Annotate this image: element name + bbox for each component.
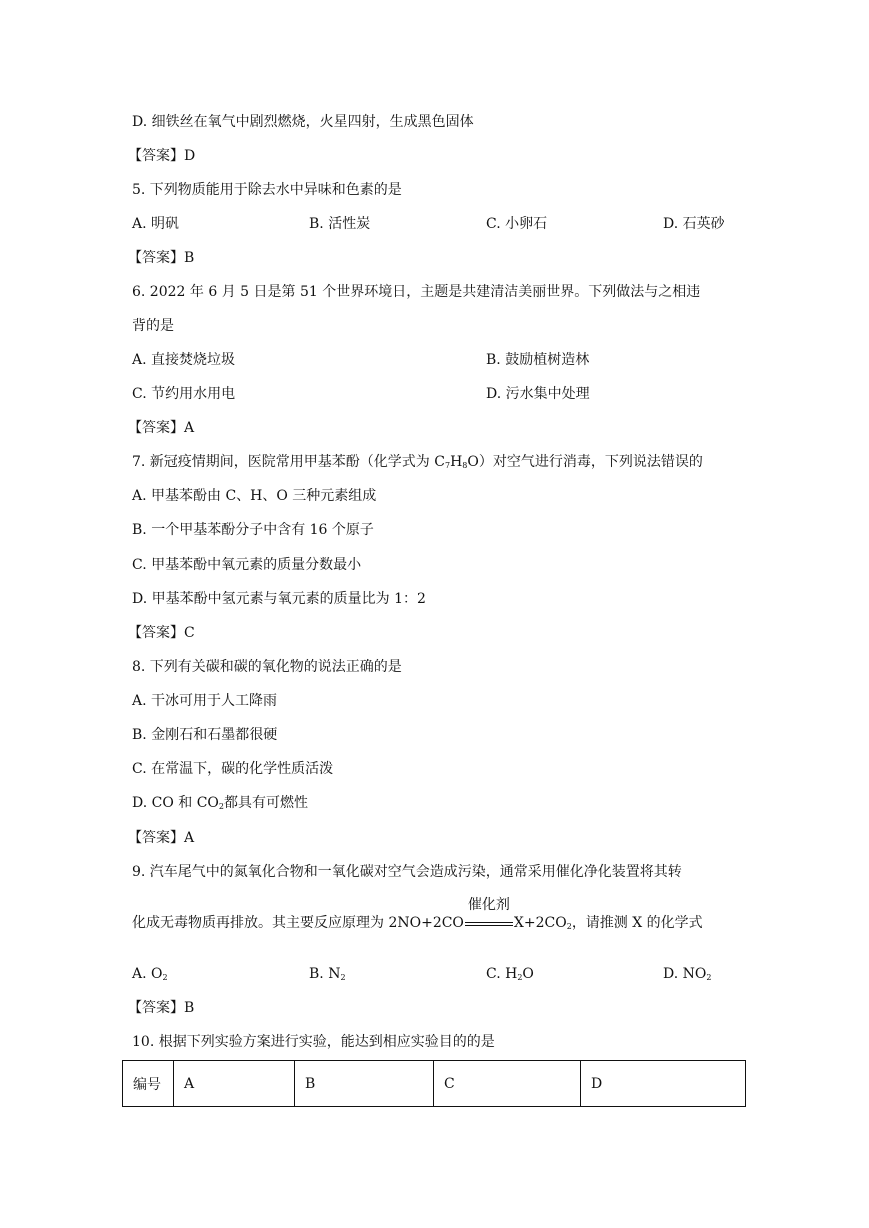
q9-line2-pre: 化成无毒物质再排放。其主要反应原理为 2NO+2CO bbox=[132, 915, 464, 931]
q9-line2-sub: 2 bbox=[566, 922, 572, 931]
table-header-row bbox=[123, 1061, 746, 1107]
q9-option-b bbox=[309, 964, 346, 988]
q4-option-d: D. 细铁丝在氧气中剧烈燃烧，火星四射，生成黑色固体 bbox=[132, 114, 474, 130]
q9-option-d bbox=[663, 964, 711, 988]
q8-stem: 8. 下列有关碳和碳的氧化物的说法正确的是 bbox=[132, 659, 402, 675]
q9-stem-line1: 9. 汽车尾气中的氮氧化合物和一氧化碳对空气会造成污染，通常采用催化净化装置将其转 bbox=[132, 864, 682, 880]
q9-option-a-sub: 2 bbox=[162, 973, 168, 982]
q9-answer: 【答案】B bbox=[128, 1000, 195, 1016]
q9-option-b-text: B. N bbox=[309, 966, 341, 982]
q7-formula-sub2: 8 bbox=[462, 461, 468, 470]
q8-option-d-pre: D. CO 和 CO bbox=[132, 795, 219, 811]
reaction-arrow bbox=[464, 897, 514, 933]
q9-line2-post: ，请推测 X 的化学式 bbox=[571, 915, 703, 931]
table-header-cell: 编号 bbox=[123, 1061, 174, 1107]
q9-stem-line2 bbox=[132, 897, 703, 937]
q5-option-b: B. 活性炭 bbox=[309, 216, 371, 232]
q7-stem-post: O）对空气进行消毒，下列说法错误的 bbox=[467, 454, 703, 470]
q7-formula-sub1: 7 bbox=[444, 461, 451, 470]
q5-answer: 【答案】B bbox=[128, 250, 195, 266]
q6-option-a: A. 直接焚烧垃圾 bbox=[132, 352, 236, 368]
q9-option-c-sub: 2 bbox=[517, 973, 523, 982]
q8-answer: 【答案】A bbox=[128, 830, 195, 846]
q5-stem: 5. 下列物质能用于除去水中异味和色素的是 bbox=[132, 182, 402, 198]
equals-bar-bottom bbox=[465, 925, 513, 926]
q6-option-c: C. 节约用水用电 bbox=[132, 386, 236, 402]
q10-table bbox=[122, 1060, 746, 1107]
q8-option-d bbox=[132, 793, 308, 817]
q9-option-a-text: A. O bbox=[132, 966, 163, 982]
q9-option-c-pre: C. H bbox=[486, 966, 518, 982]
catalyst-label: 催化剂 bbox=[467, 897, 510, 913]
q9-option-a bbox=[132, 964, 168, 988]
q7-stem-pre: 7. 新冠疫情期间，医院常用甲基苯酚（化学式为 C bbox=[132, 454, 445, 470]
q6-option-b: B. 鼓励植树造林 bbox=[486, 352, 590, 368]
q8-option-b: B. 金刚石和石墨都很硬 bbox=[132, 727, 278, 743]
q7-option-c: C. 甲基苯酚中氧元素的质量分数最小 bbox=[132, 557, 362, 573]
q6-stem-line2: 背的是 bbox=[132, 318, 174, 334]
q9-option-d-sub: 2 bbox=[706, 973, 712, 982]
q8-option-a: A. 干冰可用于人工降雨 bbox=[132, 693, 278, 709]
q9-line2-mid: X+2CO bbox=[513, 915, 567, 931]
q7-formula-mid: H bbox=[450, 454, 463, 470]
q5-option-d: D. 石英砂 bbox=[663, 216, 725, 232]
q5-option-a: A. 明矾 bbox=[132, 216, 180, 232]
q7-option-b: B. 一个甲基苯酚分子中含有 16 个原子 bbox=[132, 522, 374, 538]
q8-option-d-sub: 2 bbox=[218, 802, 224, 811]
q9-option-c-post: O bbox=[522, 966, 534, 982]
q7-option-a: A. 甲基苯酚由 C、H、O 三种元素组成 bbox=[132, 488, 377, 504]
q7-stem bbox=[132, 452, 703, 476]
q8-option-d-post: 都具有可燃性 bbox=[224, 795, 308, 811]
q10-stem: 10. 根据下列实验方案进行实验，能达到相应实验目的的是 bbox=[132, 1034, 495, 1050]
q4-answer: 【答案】D bbox=[128, 148, 196, 164]
q6-stem-line1: 6. 2022 年 6 月 5 日是第 51 个世界环境日，主题是共建清洁美丽世界。下列做法与之相违 bbox=[132, 284, 701, 300]
table-header-cell: B bbox=[295, 1061, 434, 1107]
q6-answer: 【答案】A bbox=[128, 420, 195, 436]
q5-option-c: C. 小卵石 bbox=[486, 216, 548, 232]
table-header-cell: A bbox=[174, 1061, 295, 1107]
q9-option-b-sub: 2 bbox=[340, 973, 346, 982]
q6-option-d: D. 污水集中处理 bbox=[486, 386, 590, 402]
q9-option-c bbox=[486, 964, 534, 988]
q8-option-c: C. 在常温下，碳的化学性质活泼 bbox=[132, 761, 334, 777]
q7-option-d: D. 甲基苯酚中氢元素与氧元素的质量比为 1：2 bbox=[132, 591, 426, 607]
q9-option-d-text: D. NO bbox=[663, 966, 707, 982]
q7-answer: 【答案】C bbox=[128, 625, 195, 641]
table-header-cell: D bbox=[581, 1061, 746, 1107]
table-header-cell: C bbox=[434, 1061, 581, 1107]
equals-bar-top bbox=[465, 922, 513, 923]
